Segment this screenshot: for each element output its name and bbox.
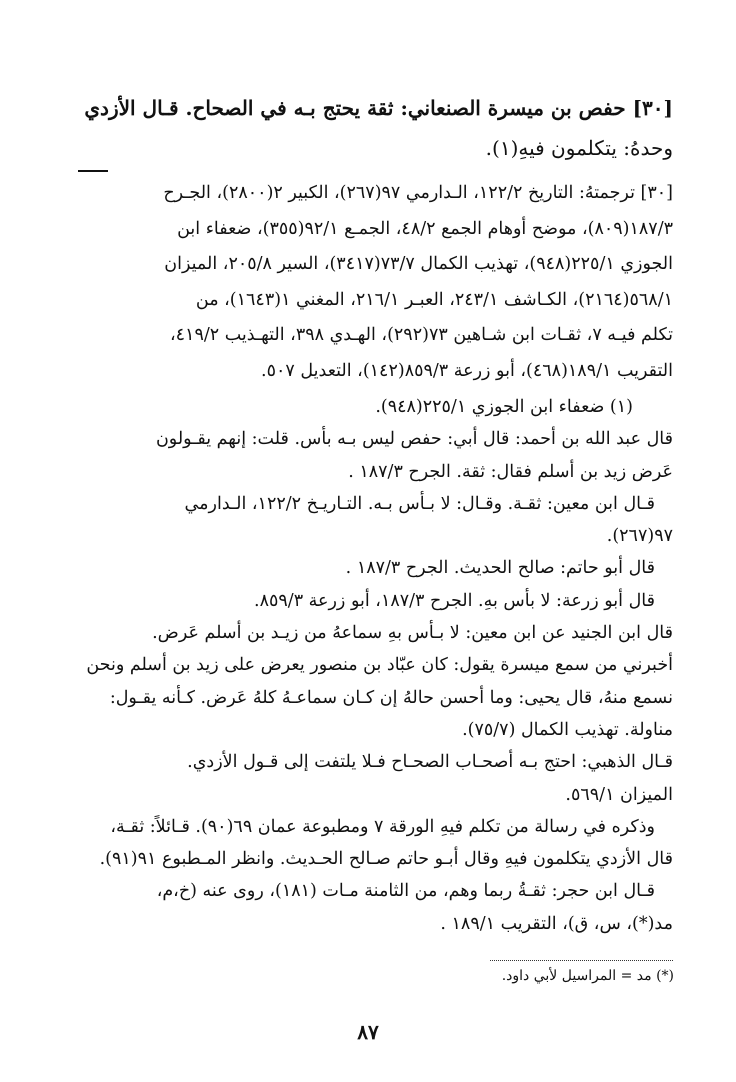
reference-line: ١٨٧/٣(٨٠٩)، موضح أوهام الجمع ٤٨/٢، الجمـع ٩٢/١(٣٥٥)، ضعفاء ابن: [177, 218, 673, 239]
reference-line: الجوزي ٢٢٥/١(٩٤٨)، تهذيب الكمال ٧٣/٧(٣٤١٧)، السير ٢٠٥/٨، الميزان: [164, 254, 673, 274]
body-line: قال الأزدي يتكلمون فيهِ وقال أبـو حاتم صـالح الحـديث. وانظر المـطبوع ٩١(٩١).: [99, 849, 673, 870]
body-line: قـال ابن معين: ثقـة. وقـال: لا بـأس بـه. التـاريـخ ١٢٢/٢، الـدارمي: [184, 493, 655, 514]
footnote: (*) مد = المراسيل لأبي داود.: [501, 968, 674, 984]
reference-line: التقريب ١٨٩/١(٤٦٨)، أبو زرعة ٨٥٩/٣(١٤٢)، التعديل ٥٠٧.: [261, 360, 673, 381]
translation-references: [78, 176, 673, 389]
body-line: الميزان ٥٦٩/١.: [565, 784, 673, 805]
entry-line: وحدهُ: يتكلمون فيهِ(١).: [485, 136, 673, 160]
footnote-separator: [490, 960, 673, 961]
body-line: مناولة. تهذيب الكمال (٧٥/٧).: [462, 719, 673, 740]
body-line: قال أبو زرعة: لا بأس بهِ. الجرح ١٨٧/٣، أبو زرعة ٨٥٩/٣.: [254, 590, 655, 611]
body-line: نسمع منهُ، قال يحيى: وما أحسن حالهُ إن كـان سماعـهُ كلهُ عَرض. كـأنه يقـول:: [109, 687, 673, 708]
body-line: قـال ابن حجر: ثقـةُ ربما وهم، من الثامنة مـات (١٨١)، روى عنه (خ،م،: [156, 881, 655, 902]
reference-line: [٣٠] ترجمتهُ: التاريخ ١٢٢/٢، الـدارمي ٩٧(٢٦٧)، الكبير ٢(٢٨٠٠)، الجـرح: [163, 183, 673, 203]
body-line: قال ابن الجنيد عن ابن معين: لا بـأس بهِ سماعهُ من زيـد بن أسلم عَرض.: [152, 623, 673, 644]
body-line: (١) ضعفاء ابن الجوزي ٢٢٥/١(٩٤٨).: [375, 397, 633, 417]
reference-line: تكلم فيـه ٧، ثقـات ابن شـاهين ٧٣(٢٩٢)، الهـدي ٣٩٨، التهـذيب ٤١٩/٢،: [169, 325, 673, 345]
body-line: وذكره في رسالة من تكلم فيهِ الورقة ٧ ومطبوعة عمان ٦٩(٩٠). قـائلاً: ثقـة،: [110, 816, 655, 837]
body-line: مد(*)، س، ق)، التقريب ١٨٩/١ .: [440, 913, 673, 934]
page-number: ٨٧: [357, 1020, 379, 1044]
body-line: ٩٧(٢٦٧).: [606, 526, 673, 547]
body-line: عَرض زيد بن أسلم فقال: ثقة. الجرح ١٨٧/٣ .: [348, 461, 673, 482]
body-line: أخبرني من سمع ميسرة يقول: كان عبّاد بن منصور يعرض على زيد بن أسلم ونحن: [86, 655, 673, 676]
body-line: قال أبو حاتم: صالح الحديث. الجرح ١٨٧/٣ .: [345, 558, 655, 579]
body-line: قـال الذهبي: احتج بـه أصحـاب الصحـاح فـلا يلتفت إلى قـول الأزدي.: [187, 752, 673, 773]
body-line: قال عبد الله بن أحمد: قال أبي: حفص ليس بـه بأس. قلت: إنهم يقـولون: [155, 429, 673, 450]
commentary-body: [78, 391, 673, 940]
entry-heading: [78, 88, 673, 168]
reference-line: ٥٦٨/١(٢١٦٤)، الكـاشف ٢٤٣/١، العبـر ٢١٦/١، المغني ١(١٦٤٣)، من: [195, 289, 673, 310]
separator-rule: [78, 170, 108, 172]
entry-line: [٣٠] حفص بن ميسرة الصنعاني: ثقة يحتج بـه في الصحاح. قـال الأزدي: [84, 96, 673, 120]
